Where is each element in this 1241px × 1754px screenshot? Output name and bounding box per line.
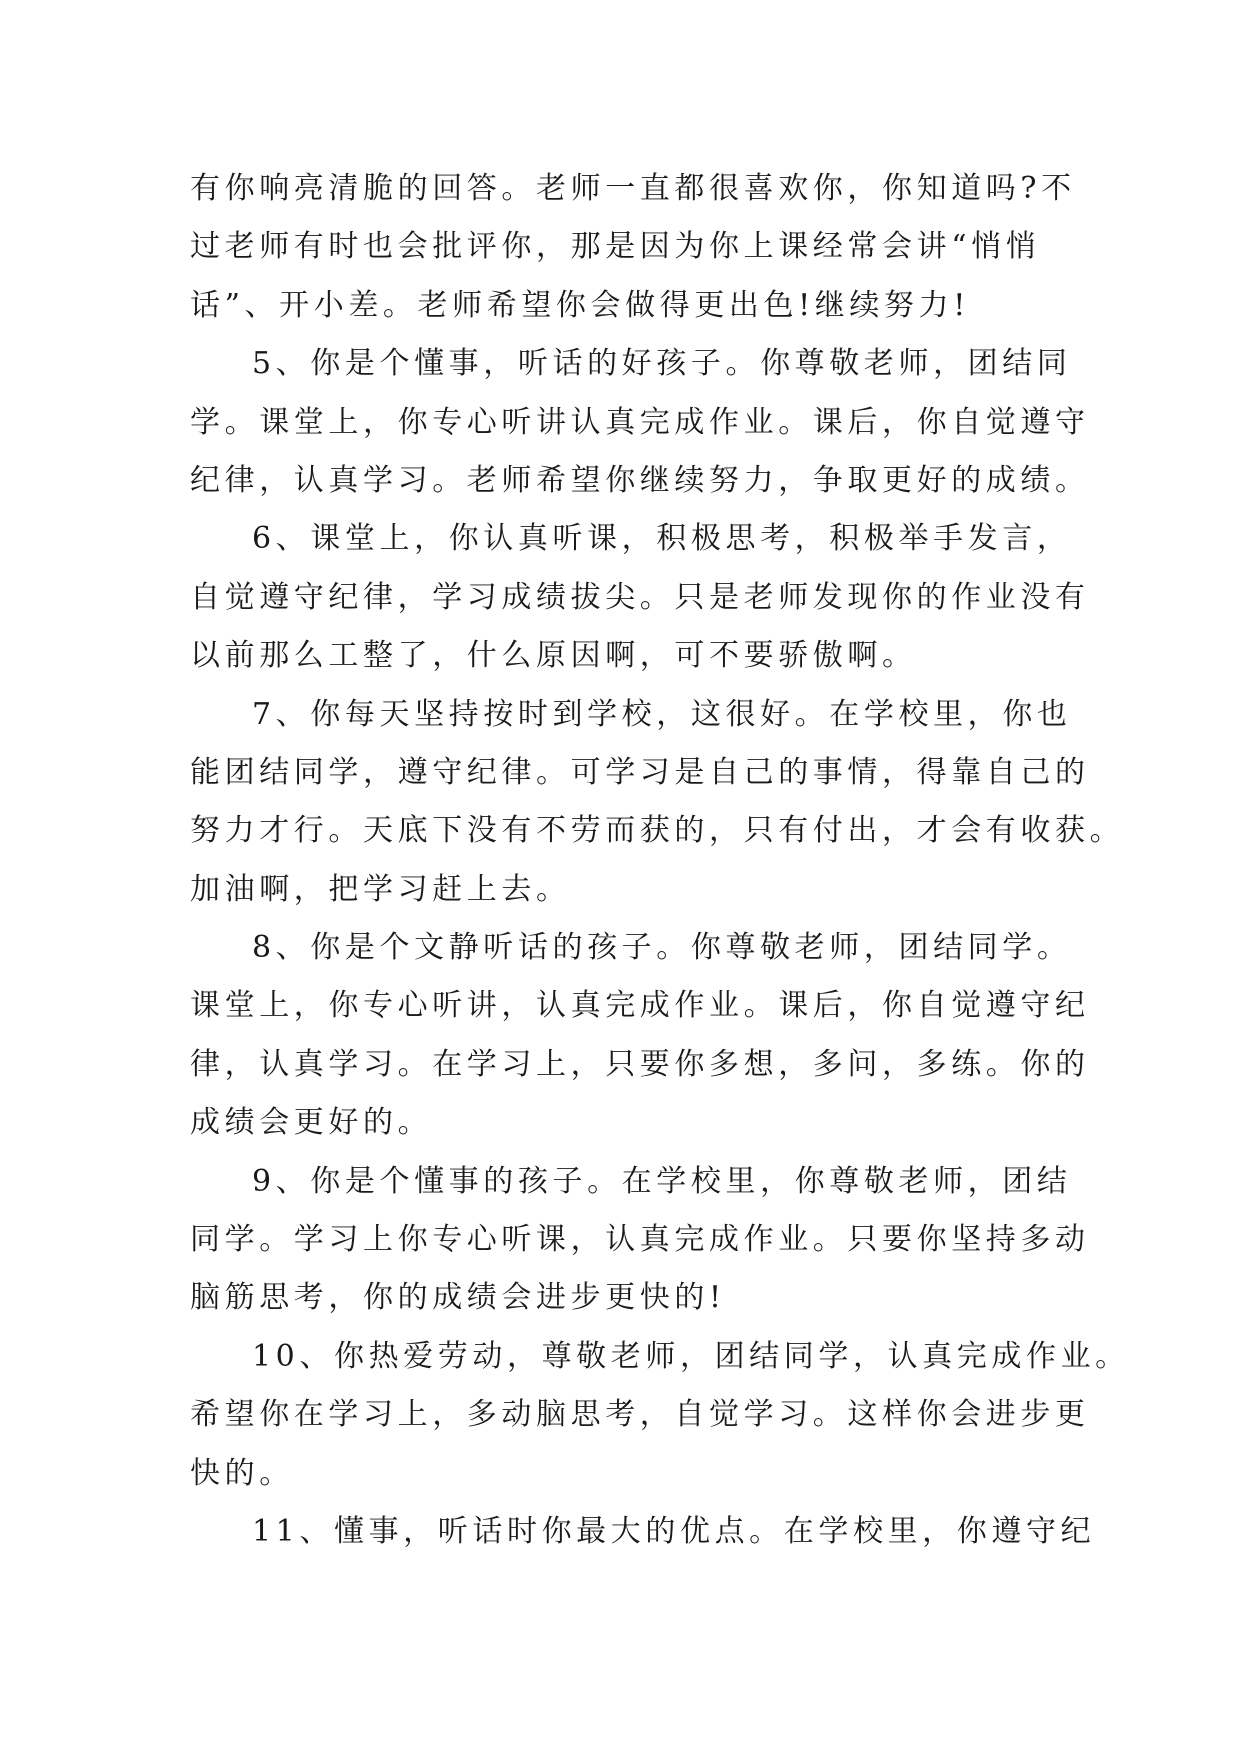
text-line: 努力才行。天底下没有不劳而获的，只有付出，才会有收获。: [190, 813, 1125, 849]
paragraph-first-line: 7、你每天坚持按时到学校，这很好。在学校里，你也: [252, 696, 1072, 732]
paragraph-first-line: 8、你是个文静听话的孩子。你尊敬老师，团结同学。: [252, 930, 1072, 966]
text-line: 话”、开小差。老师希望你会做得更出色!继续努力!: [190, 287, 970, 323]
paragraph-first-line: 10、你热爱劳动，尊敬老师，团结同学，认真完成作业。: [252, 1338, 1130, 1374]
paragraph-first-line: 6、课堂上，你认真听课，积极思考，积极举手发言，: [252, 521, 1072, 557]
text-line: 以前那么工整了，什么原因啊，可不要骄傲啊。: [190, 638, 917, 674]
text-line: 成绩会更好的。: [190, 1105, 433, 1141]
paragraph-first-line: 11、懂事，听话时你最大的优点。在学校里，你遵守纪: [252, 1513, 1096, 1549]
paragraph-first-line: 5、你是个懂事，听话的好孩子。你尊敬老师，团结同: [252, 346, 1072, 382]
text-line: 学。课堂上，你专心听讲认真完成作业。课后，你自觉遵守: [190, 404, 1090, 440]
text-line: 加油啊，把学习赶上去。: [190, 871, 571, 907]
text-line: 有你响亮清脆的回答。老师一直都很喜欢你，你知道吗?不: [190, 171, 1076, 206]
paragraph-first-line: 9、你是个懂事的孩子。在学校里，你尊敬老师，团结: [252, 1163, 1072, 1199]
text-line: 脑筋思考，你的成绩会进步更快的!: [190, 1280, 726, 1316]
text-line: 同学。学习上你专心听课，认真完成作业。只要你坚持多动: [190, 1222, 1090, 1258]
text-line: 快的。: [190, 1455, 294, 1491]
document-body: [190, 160, 1130, 1561]
text-line: 自觉遵守纪律，学习成绩拔尖。只是老师发现你的作业没有: [190, 579, 1090, 615]
text-line: 过老师有时也会批评你，那是因为你上课经常会讲“悄悄: [190, 229, 1041, 265]
text-line: 能团结同学，遵守纪律。可学习是自己的事情，得靠自己的: [190, 754, 1090, 790]
text-line: 希望你在学习上，多动脑思考，自觉学习。这样你会进步更: [190, 1397, 1090, 1433]
text-line: 课堂上，你专心听讲，认真完成作业。课后，你自觉遵守纪: [190, 988, 1090, 1024]
text-line: 纪律，认真学习。老师希望你继续努力，争取更好的成绩。: [190, 462, 1090, 498]
text-line: 律，认真学习。在学习上，只要你多想，多问，多练。你的: [190, 1046, 1090, 1082]
